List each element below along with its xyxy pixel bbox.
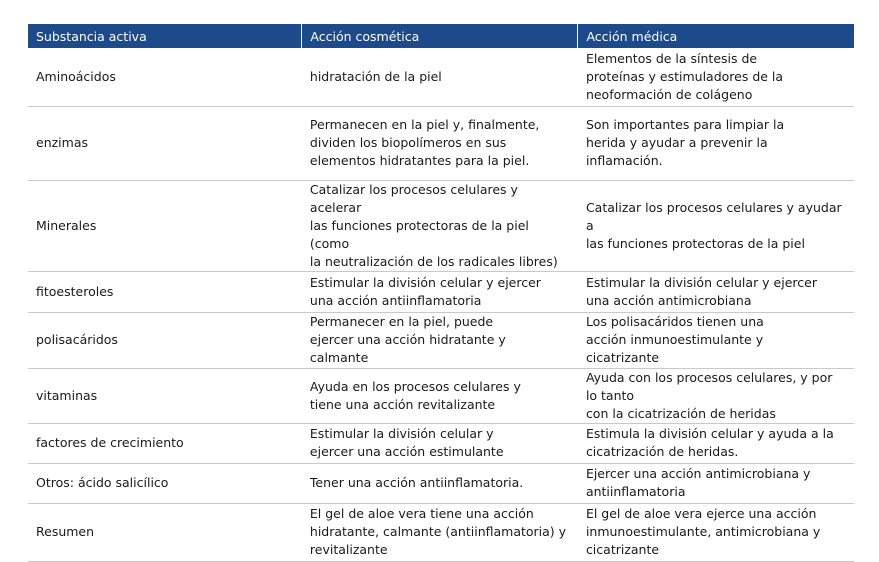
table-row bbox=[28, 106, 854, 180]
cell-cosmetic: Ayuda en los procesos celulares y tiene una acción revitalizante bbox=[302, 368, 578, 423]
header-cosmetic: Acción cosmética bbox=[302, 24, 578, 48]
header-substance: Substancia activa bbox=[28, 24, 302, 48]
table-row bbox=[28, 271, 854, 312]
cell-medical: Estimula la división celular y ayuda a la cicatrización de heridas. bbox=[578, 423, 854, 463]
table-header-row bbox=[28, 24, 854, 48]
cell-cosmetic: hidratación de la piel bbox=[302, 48, 578, 106]
cell-medical: Ejercer una acción antimicrobiana y antiinflamatoria bbox=[578, 463, 854, 503]
table-row bbox=[28, 463, 854, 503]
table-row bbox=[28, 503, 854, 561]
header-medical: Acción médica bbox=[578, 24, 854, 48]
cell-substance: Otros: ácido salicílico bbox=[28, 463, 302, 503]
cell-medical: Son importantes para limpiar la herida y ayudar a prevenir la inflamación. bbox=[578, 106, 854, 180]
table-row bbox=[28, 180, 854, 271]
cell-substance: factores de crecimiento bbox=[28, 423, 302, 463]
cell-medical: Elementos de la síntesis de proteínas y estimuladores de la neoformación de colágeno bbox=[578, 48, 854, 106]
table-row bbox=[28, 48, 854, 106]
cell-medical: Catalizar los procesos celulares y ayudar a las funciones protectoras de la piel bbox=[578, 180, 854, 271]
cell-medical: Estimular la división celular y ejercer una acción antimicrobiana bbox=[578, 271, 854, 312]
cell-substance: enzimas bbox=[28, 106, 302, 180]
cell-medical: Los polisacáridos tienen una acción inmunoestimulante y cicatrizante bbox=[578, 312, 854, 368]
cell-medical: El gel de aloe vera ejerce una acción inmunoestimulante, antimicrobiana y cicatrizante bbox=[578, 503, 854, 561]
active-substances-table bbox=[28, 24, 854, 562]
cell-substance: Minerales bbox=[28, 180, 302, 271]
table-row bbox=[28, 312, 854, 368]
cell-cosmetic: El gel de aloe vera tiene una acción hidratante, calmante (antiinflamatoria) y revitalizante bbox=[302, 503, 578, 561]
cell-cosmetic: Permanecen en la piel y, finalmente, dividen los biopolímeros en sus elementos hidratantes para la piel. bbox=[302, 106, 578, 180]
cell-medical: Ayuda con los procesos celulares, y por lo tanto con la cicatrización de heridas bbox=[578, 368, 854, 423]
table-row bbox=[28, 423, 854, 463]
cell-substance: polisacáridos bbox=[28, 312, 302, 368]
cell-cosmetic: Estimular la división celular y ejercer una acción estimulante bbox=[302, 423, 578, 463]
cell-cosmetic: Catalizar los procesos celulares y acelerar las funciones protectoras de la piel (como la neutralización de los radicales libres) bbox=[302, 180, 578, 271]
cell-substance: fitoesteroles bbox=[28, 271, 302, 312]
cell-substance: Aminoácidos bbox=[28, 48, 302, 106]
cell-cosmetic: Estimular la división celular y ejercer una acción antiinflamatoria bbox=[302, 271, 578, 312]
cell-substance: vitaminas bbox=[28, 368, 302, 423]
cell-substance: Resumen bbox=[28, 503, 302, 561]
table-row bbox=[28, 368, 854, 423]
cell-cosmetic: Permanecer en la piel, puede ejercer una acción hidratante y calmante bbox=[302, 312, 578, 368]
cell-cosmetic: Tener una acción antiinflamatoria. bbox=[302, 463, 578, 503]
